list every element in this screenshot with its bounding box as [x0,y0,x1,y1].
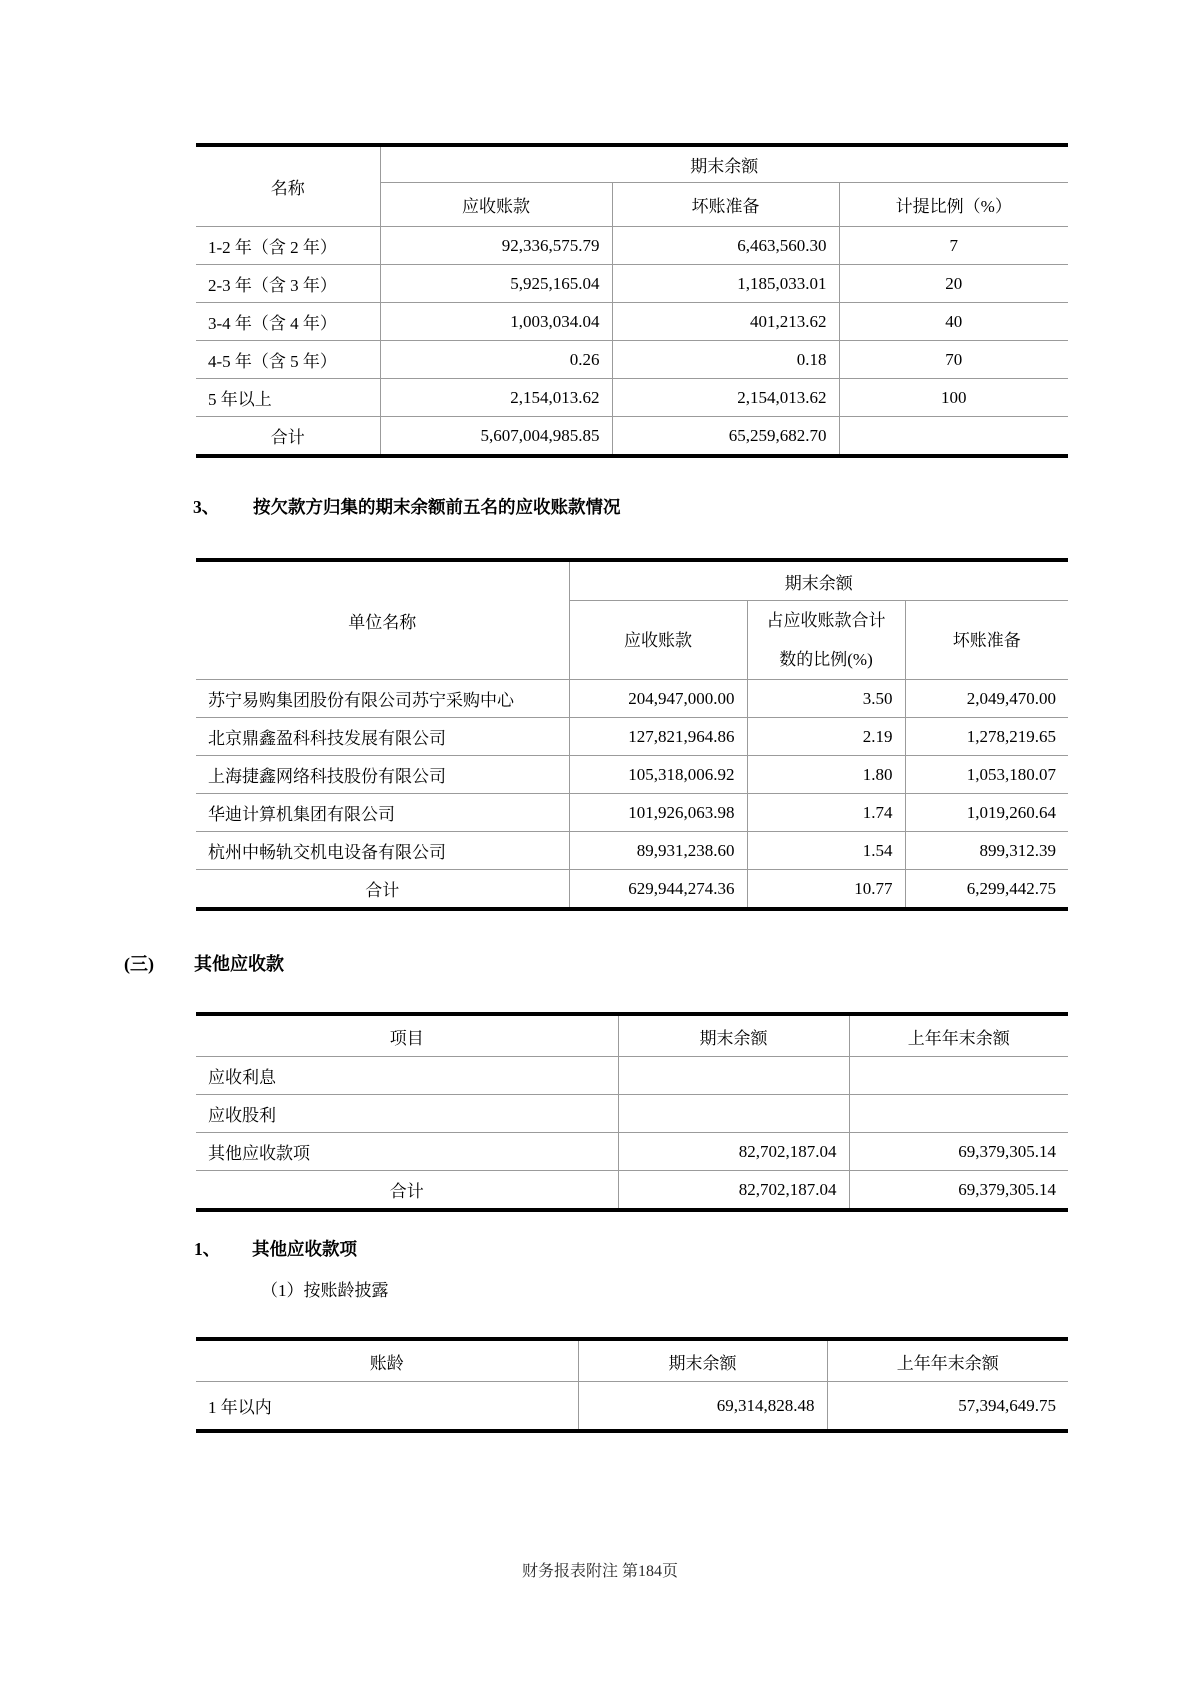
page-footer: 财务报表附注 第184页 [521,1563,678,1580]
cell-baddebt: 1,019,260.64 [905,794,1068,832]
cell-receivable: 204,947,000.00 [569,680,747,718]
cell-ratio: 3.50 [747,680,905,718]
cell-receivable: 2,154,013.62 [380,379,612,417]
row-label: 1-2 年（含 2 年） [196,227,380,265]
row-label: 5 年以上 [196,379,380,417]
cell-current: 82,702,187.04 [618,1133,849,1171]
cell-baddebt: 899,312.39 [905,832,1068,870]
cell-receivable: 0.26 [380,341,612,379]
cell-ratio: 1.74 [747,794,905,832]
aging-name-header: 名称 [196,145,380,227]
top5-group-header: 期末余额 [569,560,1068,601]
row-label: 应收利息 [196,1057,618,1095]
table-row [196,1057,1068,1095]
cell-baddebt: 1,278,219.65 [905,718,1068,756]
table-header-row [196,560,1068,601]
table-row [196,756,1068,794]
table-row [196,341,1068,379]
cell-receivable: 5,925,165.04 [380,265,612,303]
table-row [196,1095,1068,1133]
cell-baddebt: 1,053,180.07 [905,756,1068,794]
cell-receivable: 101,926,063.98 [569,794,747,832]
cell-baddebt: 6,463,560.30 [612,227,839,265]
total-label: 合计 [196,1171,618,1211]
subsection-number: 1、 [194,1239,221,1259]
company-name: 北京鼎鑫盈科科技发展有限公司 [196,718,569,756]
cell-baddebt: 65,259,682.70 [612,417,839,457]
table-header-row [196,145,1068,183]
cell-current: 69,314,828.48 [578,1382,827,1432]
table-total-row [196,417,1068,457]
subsection-heading-aging-disclosure: （1）按账龄披露 [261,1281,389,1300]
cell-receivable: 105,318,006.92 [569,756,747,794]
section-number: 3、 [193,497,220,517]
company-name: 苏宁易购集团股份有限公司苏宁采购中心 [196,680,569,718]
header-current: 期末余额 [618,1014,849,1057]
top5-subheader-receivable: 应收账款 [569,601,747,680]
total-label: 合计 [196,417,380,457]
header-item: 项目 [196,1014,618,1057]
table-row [196,680,1068,718]
top5-name-header: 单位名称 [196,560,569,680]
aging-provision-table [196,143,1068,458]
aging-subheader-receivable: 应收账款 [380,183,612,227]
cell-receivable: 127,821,964.86 [569,718,747,756]
cell-ratio [839,417,1068,457]
table-row [196,794,1068,832]
table-header-row [196,1339,1068,1382]
section-title: 按欠款方归集的期末余额前五名的应收账款情况 [253,497,621,517]
cell-ratio: 70 [839,341,1068,379]
other-receivables-table [196,1012,1068,1212]
cell-previous: 69,379,305.14 [849,1171,1068,1211]
table-header-row [196,1014,1068,1057]
table-row [196,832,1068,870]
cell-previous [849,1057,1068,1095]
cell-baddebt: 401,213.62 [612,303,839,341]
subsection-title: 其他应收款项 [252,1239,357,1259]
cell-ratio: 10.77 [747,870,905,910]
cell-baddebt: 2,154,013.62 [612,379,839,417]
top5-subheader-baddebt: 坏账准备 [905,601,1068,680]
cell-ratio: 7 [839,227,1068,265]
cell-previous: 57,394,649.75 [827,1382,1068,1432]
cell-current: 82,702,187.04 [618,1171,849,1211]
cell-receivable: 92,336,575.79 [380,227,612,265]
cell-ratio: 1.80 [747,756,905,794]
cell-baddebt: 6,299,442.75 [905,870,1068,910]
total-label: 合计 [196,870,569,910]
table-row [196,1382,1068,1432]
cell-ratio: 40 [839,303,1068,341]
cell-current [618,1095,849,1133]
cell-receivable: 629,944,274.36 [569,870,747,910]
header-current: 期末余额 [578,1339,827,1382]
company-name: 杭州中畅轨交机电设备有限公司 [196,832,569,870]
table-row [196,227,1068,265]
cell-previous [849,1095,1068,1133]
row-label: 2-3 年（含 3 年） [196,265,380,303]
subsection-heading-other-receivable-items [194,1236,357,1261]
row-label: 3-4 年（含 4 年） [196,303,380,341]
cell-ratio: 1.54 [747,832,905,870]
cell-baddebt: 1,185,033.01 [612,265,839,303]
row-label: 4-5 年（含 5 年） [196,341,380,379]
aging-group-header: 期末余额 [380,145,1068,183]
table-row [196,1133,1068,1171]
cell-ratio: 2.19 [747,718,905,756]
company-name: 上海捷鑫网络科技股份有限公司 [196,756,569,794]
table-row [196,379,1068,417]
other-receivables-aging-table [196,1337,1068,1433]
row-label: 应收股利 [196,1095,618,1133]
cell-receivable: 5,607,004,985.85 [380,417,612,457]
top5-subheader-ratio: 占应收账款合计数的比例(%) [747,601,905,680]
cell-ratio: 20 [839,265,1068,303]
header-previous: 上年年末余额 [849,1014,1068,1057]
cell-baddebt: 0.18 [612,341,839,379]
table-row [196,303,1068,341]
section-heading-top5 [193,494,621,519]
aging-subheader-baddebt: 坏账准备 [612,183,839,227]
section-heading-other-receivables [124,950,284,976]
cell-current [618,1057,849,1095]
company-name: 华迪计算机集团有限公司 [196,794,569,832]
cell-previous: 69,379,305.14 [849,1133,1068,1171]
cell-baddebt: 2,049,470.00 [905,680,1068,718]
table-row [196,718,1068,756]
header-previous: 上年年末余额 [827,1339,1068,1382]
cell-ratio: 100 [839,379,1068,417]
section-title: 其他应收款 [194,954,284,974]
header-aging: 账龄 [196,1339,578,1382]
section-number: (三) [124,954,154,974]
row-label: 1 年以内 [196,1382,578,1432]
aging-subheader-ratio: 计提比例（%） [839,183,1068,227]
table-total-row [196,870,1068,910]
table-row [196,265,1068,303]
table-total-row [196,1171,1068,1211]
cell-receivable: 1,003,034.04 [380,303,612,341]
row-label: 其他应收款项 [196,1133,618,1171]
top5-debtors-table [196,558,1068,911]
cell-receivable: 89,931,238.60 [569,832,747,870]
